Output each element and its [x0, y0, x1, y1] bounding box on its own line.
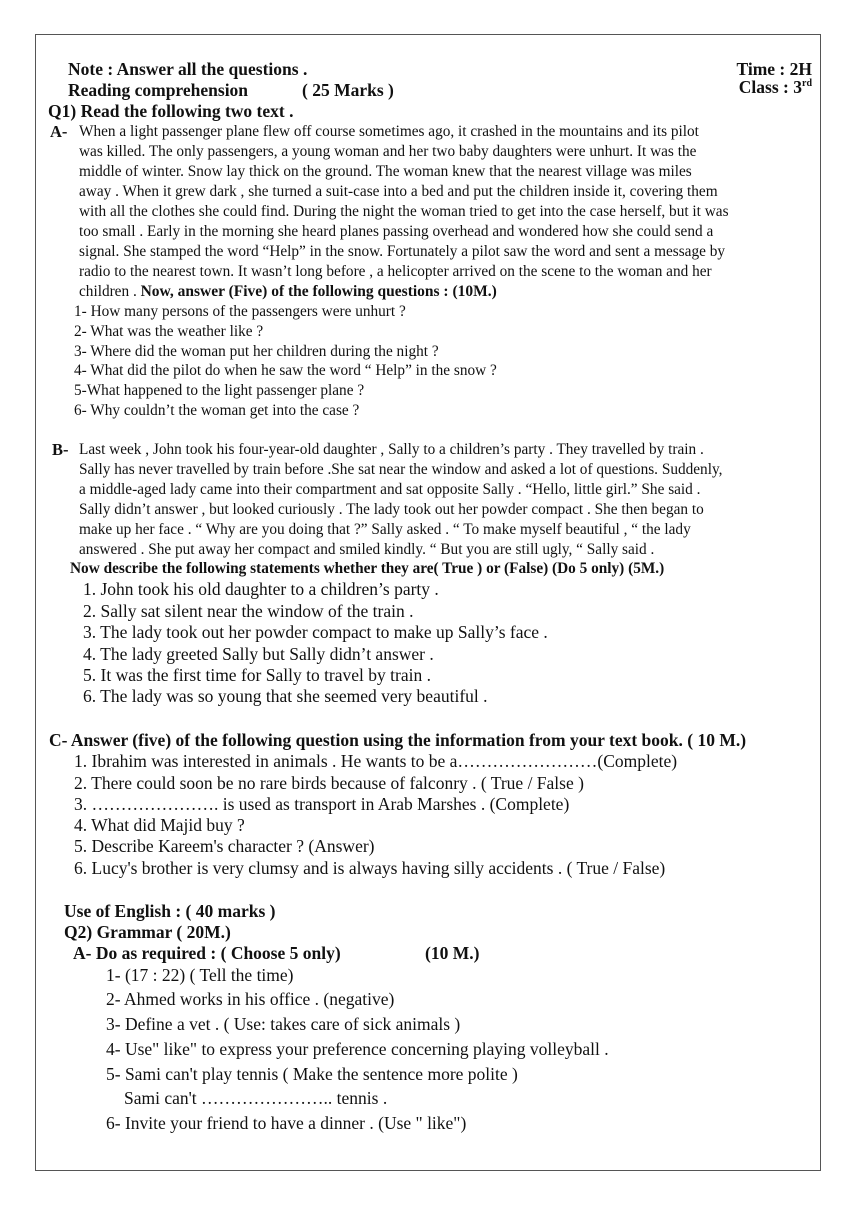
- passage-b-line: make up her face . “ Why are you doing that ?” Sally asked . “ To make myself beautiful , “ the lady: [79, 521, 691, 538]
- q1-a-instruction: Now, answer (Five) of the following questions : (10M.): [140, 283, 497, 300]
- q1-a-question: 2- What was the weather like ?: [74, 323, 264, 340]
- q1-title: Q1) Read the following two text .: [48, 101, 294, 121]
- passage-b-label: B-: [52, 440, 69, 459]
- passage-a-line: signal. She stamped the word “Help” in the snow. Fortunately a pilot saw the word and sent a message by: [79, 243, 726, 260]
- q1-a-question: 1- How many persons of the passengers were unhurt ?: [74, 303, 406, 320]
- section-c-item: 1. Ibrahim was interested in animals . He wants to be a……………………(Complete): [74, 751, 678, 771]
- q1-b-statement: 5. It was the first time for Sally to travel by train .: [83, 665, 431, 685]
- grammar-item: 6- Invite your friend to have a dinner . (Use " like"): [106, 1113, 467, 1133]
- passage-b-line: Sally didn’t answer , but looked curiously . The lady took out her powder compact . She then began to: [79, 501, 704, 518]
- section-c-title: C- Answer (five) of the following question using the information from your text book. ( 10 M.): [49, 730, 747, 750]
- q1-a-question: 3- Where did the woman put her children during the night ?: [74, 343, 439, 360]
- section-title: Reading comprehension: [68, 80, 249, 100]
- english-title: Use of English : ( 40 marks ): [64, 901, 276, 921]
- grammar-item-5-answer: Sami can't ………………….. tennis .: [124, 1088, 388, 1108]
- grammar-item: 5- Sami can't play tennis ( Make the sentence more polite ): [106, 1064, 518, 1084]
- grammar-a-marks: (10 M.): [425, 943, 480, 963]
- passage-a-line: too small . Early in the morning she heard planes passing overhead and wondered how she could send a: [79, 223, 714, 240]
- grammar-item: 1- (17 : 22) ( Tell the time): [106, 965, 294, 985]
- passage-a-last-line: children . Now, answer (Five) of the following questions : (10M.): [79, 283, 497, 300]
- section-c-item: 3. …………………. is used as transport in Arab Marshes . (Complete): [74, 794, 570, 814]
- q1-b-statement: 3. The lady took out her powder compact to make up Sally’s face .: [83, 622, 548, 642]
- q1-b-instruction: Now describe the following statements whether they are( True ) or (False) (Do 5 only) (5M.): [70, 560, 665, 577]
- section-c-item: 6. Lucy's brother is very clumsy and is always having silly accidents . ( True / False): [74, 858, 666, 878]
- passage-a-line: middle of winter. Snow lay thick on the ground. The woman knew that the nearest village was miles: [79, 163, 692, 180]
- passage-a-label: A-: [50, 122, 68, 141]
- passage-b-line: answered . She put away her compact and smiled kindly. “ But you are still ugly, “ Sally said .: [79, 541, 655, 558]
- class-label: Class : 3rd: [738, 77, 812, 97]
- q1-b-statement: 2. Sally sat silent near the window of the train .: [83, 601, 414, 621]
- passage-a-line: was killed. The only passengers, a young woman and her two baby daughters were unhurt. It was the: [79, 143, 697, 160]
- grammar-item: 3- Define a vet . ( Use: takes care of sick animals ): [106, 1014, 461, 1034]
- passage-b-line: a middle-aged lady came into their compartment and sat opposite Sally . “Hello, little girl.” She said .: [79, 481, 701, 498]
- note-line: Note : Answer all the questions .: [68, 59, 308, 79]
- grammar-item: 2- Ahmed works in his office . (negative): [106, 989, 395, 1009]
- passage-a-line: radio to the nearest town. It wasn’t long before , a helicopter arrived on the scene to the woman and her: [79, 263, 712, 280]
- q1-b-statement: 6. The lady was so young that she seemed very beautiful .: [83, 686, 488, 706]
- section-c-item: 4. What did Majid buy ?: [74, 815, 245, 835]
- section-c-item: 5. Describe Kareem's character ? (Answer): [74, 836, 375, 856]
- q1-a-question: 5-What happened to the light passenger plane ?: [74, 382, 365, 399]
- q1-b-statement: 4. The lady greeted Sally but Sally didn’t answer .: [83, 644, 434, 664]
- q1-a-question: 4- What did the pilot do when he saw the word “ Help” in the snow ?: [74, 362, 497, 379]
- grammar-a-title: A- Do as required : ( Choose 5 only): [73, 943, 341, 963]
- q1-a-question: 6- Why couldn’t the woman get into the case ?: [74, 402, 360, 419]
- grammar-item: 4- Use" like" to express your preference concerning playing volleyball .: [106, 1039, 609, 1059]
- passage-a-line: with all the clothes she could find. During the night the woman tried to get into the case herself, but it was: [79, 203, 729, 220]
- passage-a-line: away . When it grew dark , she turned a suit-case into a bed and put the children inside it, covering them: [79, 183, 718, 200]
- exam-page: [35, 34, 821, 1171]
- time-label: Time : 2H: [736, 59, 812, 79]
- passage-b-line: Last week , John took his four-year-old daughter , Sally to a children’s party . They travelled by train .: [79, 441, 704, 458]
- section-c-item: 2. There could soon be no rare birds because of falconry . ( True / False ): [74, 773, 584, 793]
- section-marks: ( 25 Marks ): [302, 80, 394, 100]
- q2-title: Q2) Grammar ( 20M.): [64, 922, 231, 942]
- passage-b-line: Sally has never travelled by train before .She sat near the window and asked a lot of questions. Suddenly,: [79, 461, 723, 478]
- passage-a-line: When a light passenger plane flew off course sometimes ago, it crashed in the mountains and its pilot: [79, 123, 699, 140]
- q1-b-statement: 1. John took his old daughter to a children’s party .: [83, 579, 439, 599]
